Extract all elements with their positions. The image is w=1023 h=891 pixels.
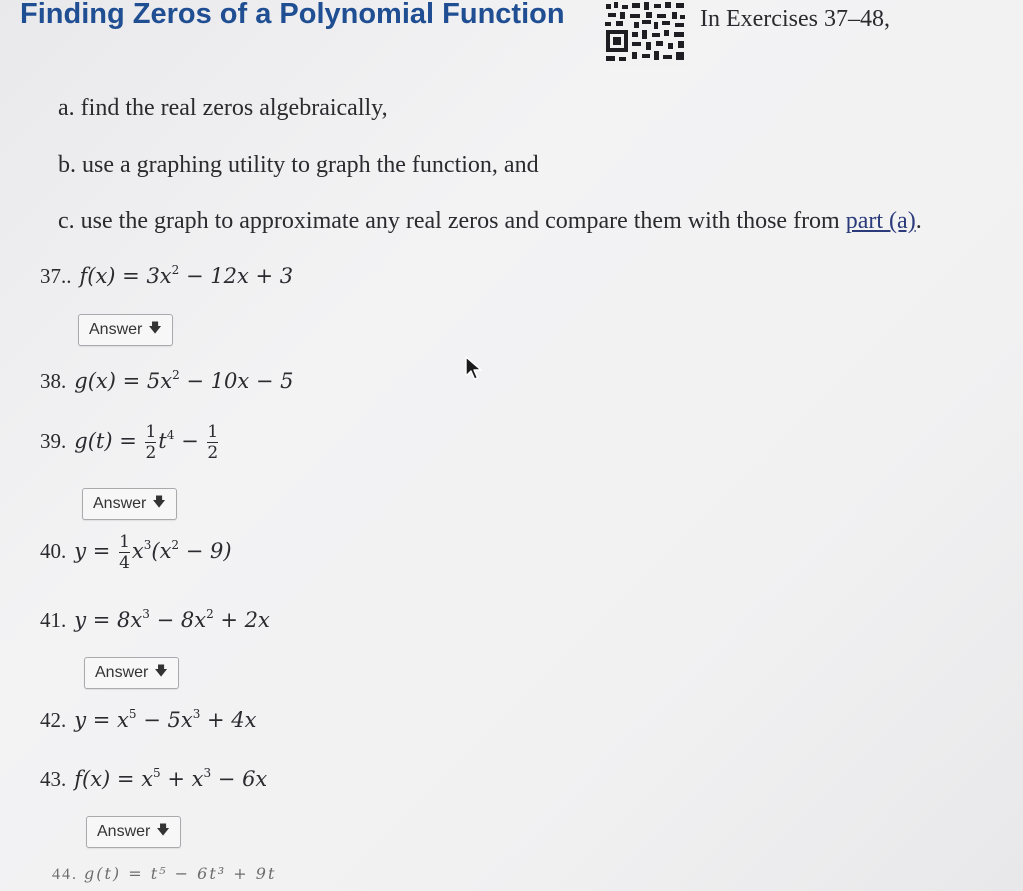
instruction-c: c. use the graph to approximate any real zeros and compare them with those from part (a). — [58, 208, 922, 234]
answer-button-37[interactable]: Answer 🡇 — [78, 314, 173, 346]
exercise-42: 42. $y = x^5 - 5x^3 + 4x$ — [40, 707, 257, 732]
exercise-43: 43. $f(x) = x^5 + x^3 - 6x$ — [40, 766, 268, 791]
exercise-40-expression: y = $\frac{1}{4}$ $x^3(x^2 - 9)$ — [74, 532, 232, 573]
qr-code-icon[interactable] — [602, 0, 688, 66]
exercise-39: 39. g(t) = $\frac{1}{2}$ $t^4$ − $\frac{1}{2}$ — [40, 422, 219, 463]
answer-button-43[interactable]: Answer 🡇 — [86, 816, 181, 848]
answer-button-39[interactable]: Answer 🡇 — [82, 488, 177, 520]
exercise-43-expression: $f(x) = x^5 + x^3 - 6x$ — [74, 766, 268, 791]
exercise-41: 41. $y = 8x^3 - 8x^2 + 2x$ — [40, 607, 270, 632]
exercise-40: 40. y = $\frac{1}{4}$ $x^3(x^2 - 9)$ — [40, 532, 232, 573]
instruction-b: b. use a graphing utility to graph the function, and — [58, 152, 539, 178]
exercise-intro: In Exercises 37–48, — [700, 6, 890, 32]
down-arrow-icon: 🡇 — [156, 822, 170, 837]
down-arrow-icon: 🡇 — [152, 494, 166, 509]
exercise-39-expression: g(t) = $\frac{1}{2}$ $t^4$ − $\frac{1}{2}$ — [74, 422, 219, 463]
section-heading: Finding Zeros of a Polynomial Function — [20, 0, 565, 30]
exercise-41-expression: $y = 8x^3 - 8x^2 + 2x$ — [74, 607, 270, 632]
exercise-37-expression: $f(x) = 3x^2 - 12x + 3$ — [79, 263, 294, 288]
answer-button-41[interactable]: Answer 🡇 — [84, 657, 179, 689]
down-arrow-icon: 🡇 — [154, 663, 168, 678]
exercise-37: 37.. $f(x) = 3x^2 - 12x + 3$ — [40, 263, 294, 288]
down-arrow-icon: 🡇 — [148, 320, 162, 335]
part-a-link[interactable]: part (a) — [845, 208, 916, 234]
exercise-42-expression: $y = x^5 - 5x^3 + 4x$ — [74, 707, 257, 732]
mouse-cursor-icon — [464, 356, 484, 382]
exercise-38-expression: $g(x) = 5x^2 - 10x - 5$ — [74, 368, 294, 393]
instruction-a: a. find the real zeros algebraically, — [58, 95, 388, 121]
exercise-44-partial: 44. g(t) = t⁵ − 6t³ + 9t — [52, 864, 277, 883]
exercise-38: 38. $g(x) = 5x^2 - 10x - 5$ — [40, 368, 294, 393]
